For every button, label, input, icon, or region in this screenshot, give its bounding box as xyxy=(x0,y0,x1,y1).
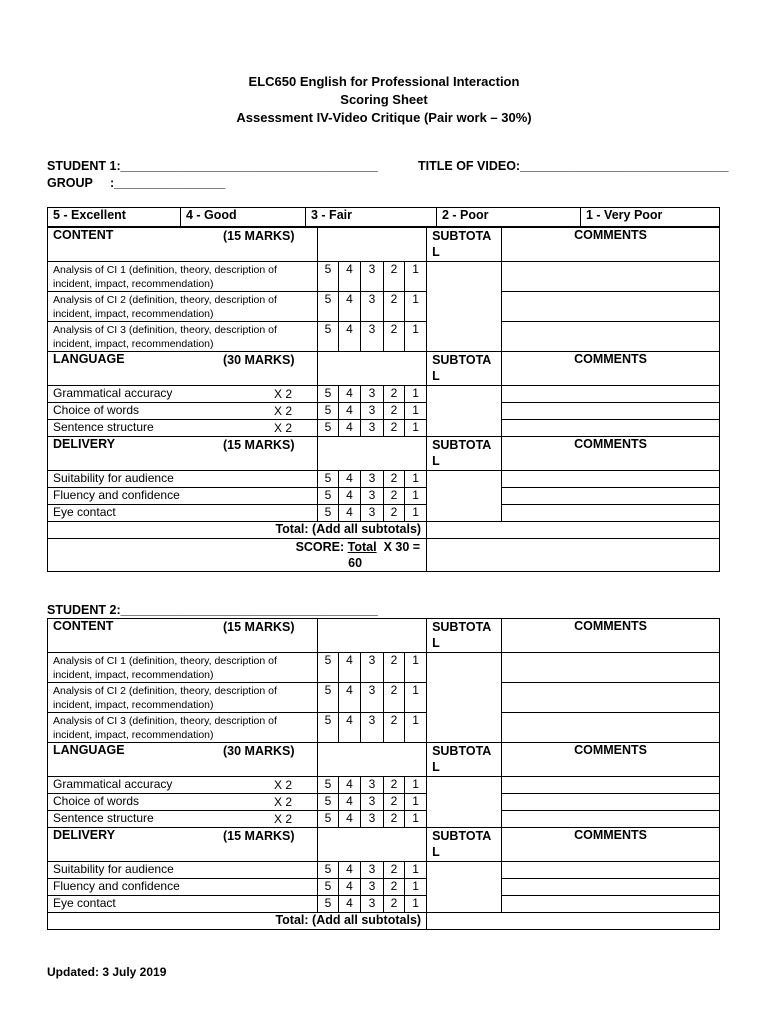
ci1-criterion: Analysis of CI 1 (definition, theory, description of incident, impact, recommendation) xyxy=(48,262,318,292)
eye-contact-criterion: Eye contact xyxy=(48,505,318,522)
comment-cell[interactable] xyxy=(502,794,720,811)
score-2[interactable]: 2 xyxy=(384,713,405,743)
score-5[interactable]: 5 xyxy=(318,794,339,811)
score-5[interactable]: 5 xyxy=(318,879,339,896)
comments-header: COMMENTS xyxy=(502,437,720,471)
score-5[interactable]: 5 xyxy=(318,386,339,403)
score-4[interactable]: 4 xyxy=(339,488,361,505)
score-3[interactable]: 3 xyxy=(361,488,384,505)
score-4[interactable]: 4 xyxy=(339,879,361,896)
score-1[interactable]: 1 xyxy=(405,420,427,437)
score-2[interactable]: 2 xyxy=(384,811,405,828)
language-subtotal-cell[interactable] xyxy=(427,777,502,828)
score-3[interactable]: 3 xyxy=(361,262,384,292)
score-4[interactable]: 4 xyxy=(339,777,361,794)
score-2[interactable]: 2 xyxy=(384,386,405,403)
delivery-subtotal-cell[interactable] xyxy=(427,471,502,522)
score-3[interactable]: 3 xyxy=(361,777,384,794)
score-2[interactable]: 2 xyxy=(384,403,405,420)
score-5[interactable]: 5 xyxy=(318,862,339,879)
score-4[interactable]: 4 xyxy=(339,322,361,352)
comment-cell[interactable] xyxy=(502,879,720,896)
score-5[interactable]: 5 xyxy=(318,653,339,683)
score-5[interactable]: 5 xyxy=(318,683,339,713)
suitability-criterion: Suitability for audience xyxy=(48,862,318,879)
score-3[interactable]: 3 xyxy=(361,683,384,713)
student2-rubric-table xyxy=(47,618,720,930)
subtotal-header: SUBTOTA L xyxy=(427,437,502,471)
score-3[interactable]: 3 xyxy=(361,811,384,828)
updated-date: Updated: 3 July 2019 xyxy=(47,965,167,979)
eye-contact-criterion: Eye contact xyxy=(48,896,318,913)
score-1[interactable]: 1 xyxy=(405,653,427,683)
comment-cell[interactable] xyxy=(502,403,720,420)
comment-cell[interactable] xyxy=(502,420,720,437)
score-3[interactable]: 3 xyxy=(361,386,384,403)
score-3[interactable]: 3 xyxy=(361,403,384,420)
delivery-header: DELIVERY (15 MARKS) xyxy=(48,437,318,471)
score-5[interactable]: 5 xyxy=(318,292,339,322)
comment-cell[interactable] xyxy=(502,292,720,322)
score-1[interactable]: 1 xyxy=(405,322,427,352)
ci2-criterion: Analysis of CI 2 (definition, theory, description of incident, impact, recommendation) xyxy=(48,683,318,713)
document-header xyxy=(0,73,768,127)
words-criterion: Choice of words X 2 xyxy=(48,403,318,420)
score-1[interactable]: 1 xyxy=(405,777,427,794)
score-2[interactable]: 2 xyxy=(384,896,405,913)
comment-cell[interactable] xyxy=(502,862,720,879)
scale-3: 3 - Fair xyxy=(306,208,437,227)
score-5[interactable]: 5 xyxy=(318,488,339,505)
score-2[interactable]: 2 xyxy=(384,653,405,683)
score-1[interactable]: 1 xyxy=(405,683,427,713)
comments-header: COMMENTS xyxy=(502,228,720,262)
comment-cell[interactable] xyxy=(502,896,720,913)
score-formula: SCORE: Total X 30 = 60 xyxy=(48,539,427,572)
score-5[interactable]: 5 xyxy=(318,420,339,437)
content-header: CONTENT (15 MARKS) xyxy=(48,228,318,262)
score-4[interactable]: 4 xyxy=(339,262,361,292)
comment-cell[interactable] xyxy=(502,322,720,352)
score-2[interactable]: 2 xyxy=(384,420,405,437)
score-3[interactable]: 3 xyxy=(361,879,384,896)
score-4[interactable]: 4 xyxy=(339,420,361,437)
ci3-criterion: Analysis of CI 3 (definition, theory, description of incident, impact, recommendation) xyxy=(48,322,318,352)
score-5[interactable]: 5 xyxy=(318,811,339,828)
sheet-title: Scoring Sheet xyxy=(340,92,428,107)
student1-rubric-table xyxy=(47,227,720,572)
score-5[interactable]: 5 xyxy=(318,471,339,488)
comment-cell[interactable] xyxy=(502,811,720,828)
score-1[interactable]: 1 xyxy=(405,488,427,505)
score-2[interactable]: 2 xyxy=(384,879,405,896)
fluency-criterion: Fluency and confidence xyxy=(48,879,318,896)
subtotal-header: SUBTOTA L xyxy=(427,352,502,386)
score-3[interactable]: 3 xyxy=(361,420,384,437)
fluency-criterion: Fluency and confidence xyxy=(48,488,318,505)
scale-2: 2 - Poor xyxy=(437,208,581,227)
score-2[interactable]: 2 xyxy=(384,683,405,713)
comments-header: COMMENTS xyxy=(502,352,720,386)
score-2[interactable]: 2 xyxy=(384,862,405,879)
score-1[interactable]: 1 xyxy=(405,471,427,488)
student1-field[interactable]: STUDENT 1:_____________________________________ xyxy=(47,159,378,173)
comments-header: COMMENTS xyxy=(502,828,720,862)
total-cell[interactable] xyxy=(427,913,720,930)
language-header: LANGUAGE (30 MARKS) xyxy=(48,743,318,777)
score-3[interactable]: 3 xyxy=(361,322,384,352)
score-5[interactable]: 5 xyxy=(318,262,339,292)
score-2[interactable]: 2 xyxy=(384,505,405,522)
comment-cell[interactable] xyxy=(502,471,720,488)
score-1[interactable]: 1 xyxy=(405,811,427,828)
score-2[interactable]: 2 xyxy=(384,777,405,794)
score-4[interactable]: 4 xyxy=(339,403,361,420)
score-4[interactable]: 4 xyxy=(339,862,361,879)
suitability-criterion: Suitability for audience xyxy=(48,471,318,488)
score-3[interactable]: 3 xyxy=(361,653,384,683)
content-header: CONTENT (15 MARKS) xyxy=(48,619,318,653)
score-2[interactable]: 2 xyxy=(384,794,405,811)
total-cell[interactable] xyxy=(427,522,720,539)
score-4[interactable]: 4 xyxy=(339,505,361,522)
comment-cell[interactable] xyxy=(502,505,720,522)
score-cell[interactable] xyxy=(427,539,720,572)
comment-cell[interactable] xyxy=(502,683,720,713)
ci2-criterion: Analysis of CI 2 (definition, theory, description of incident, impact, recommendation) xyxy=(48,292,318,322)
sentence-criterion: Sentence structure X 2 xyxy=(48,420,318,437)
words-criterion: Choice of words X 2 xyxy=(48,794,318,811)
comment-cell[interactable] xyxy=(502,713,720,743)
score-1[interactable]: 1 xyxy=(405,794,427,811)
scale-5: 5 - Excellent xyxy=(48,208,181,227)
score-1[interactable]: 1 xyxy=(405,896,427,913)
score-4[interactable]: 4 xyxy=(339,292,361,322)
total-label: Total: (Add all subtotals) xyxy=(48,913,427,930)
language-header: LANGUAGE (30 MARKS) xyxy=(48,352,318,386)
score-3[interactable]: 3 xyxy=(361,292,384,322)
score-1[interactable]: 1 xyxy=(405,403,427,420)
ci1-criterion: Analysis of CI 1 (definition, theory, description of incident, impact, recommendation) xyxy=(48,653,318,683)
score-2[interactable]: 2 xyxy=(384,292,405,322)
score-2[interactable]: 2 xyxy=(384,262,405,292)
score-3[interactable]: 3 xyxy=(361,471,384,488)
delivery-subtotal-cell[interactable] xyxy=(427,862,502,913)
content-subtotal-cell[interactable] xyxy=(427,262,502,352)
grammar-criterion: Grammatical accuracy X 2 xyxy=(48,777,318,794)
sentence-criterion: Sentence structure X 2 xyxy=(48,811,318,828)
subtotal-header: SUBTOTA L xyxy=(427,228,502,262)
score-1[interactable]: 1 xyxy=(405,292,427,322)
title-of-video-field[interactable]: TITLE OF VIDEO:______________________________ xyxy=(418,159,729,173)
rating-scale xyxy=(47,207,720,227)
score-5[interactable]: 5 xyxy=(318,403,339,420)
assessment-title: Assessment IV-Video Critique (Pair work – 30%) xyxy=(236,110,532,125)
total-label: Total: (Add all subtotals) xyxy=(48,522,427,539)
score-4[interactable]: 4 xyxy=(339,653,361,683)
score-1[interactable]: 1 xyxy=(405,862,427,879)
group-field[interactable]: GROUP :________________ xyxy=(47,176,226,190)
score-5[interactable]: 5 xyxy=(318,777,339,794)
subtotal-header: SUBTOTA L xyxy=(427,743,502,777)
score-1[interactable]: 1 xyxy=(405,713,427,743)
score-3[interactable]: 3 xyxy=(361,862,384,879)
score-5[interactable]: 5 xyxy=(318,505,339,522)
subtotal-header: SUBTOTA L xyxy=(427,828,502,862)
score-2[interactable]: 2 xyxy=(384,471,405,488)
scale-4: 4 - Good xyxy=(181,208,306,227)
score-4[interactable]: 4 xyxy=(339,713,361,743)
comment-cell[interactable] xyxy=(502,386,720,403)
score-1[interactable]: 1 xyxy=(405,262,427,292)
comment-cell[interactable] xyxy=(502,777,720,794)
score-1[interactable]: 1 xyxy=(405,879,427,896)
score-3[interactable]: 3 xyxy=(361,713,384,743)
score-2[interactable]: 2 xyxy=(384,322,405,352)
language-subtotal-cell[interactable] xyxy=(427,386,502,437)
score-4[interactable]: 4 xyxy=(339,896,361,913)
comments-header: COMMENTS xyxy=(502,743,720,777)
scale-1: 1 - Very Poor xyxy=(581,208,720,227)
score-1[interactable]: 1 xyxy=(405,505,427,522)
score-4[interactable]: 4 xyxy=(339,471,361,488)
comments-header: COMMENTS xyxy=(502,619,720,653)
score-4[interactable]: 4 xyxy=(339,794,361,811)
course-title: ELC650 English for Professional Interaction xyxy=(248,74,520,89)
comment-cell[interactable] xyxy=(502,488,720,505)
score-3[interactable]: 3 xyxy=(361,794,384,811)
score-4[interactable]: 4 xyxy=(339,811,361,828)
score-1[interactable]: 1 xyxy=(405,386,427,403)
content-subtotal-cell[interactable] xyxy=(427,653,502,743)
score-5[interactable]: 5 xyxy=(318,896,339,913)
comment-cell[interactable] xyxy=(502,653,720,683)
score-5[interactable]: 5 xyxy=(318,713,339,743)
comment-cell[interactable] xyxy=(502,262,720,292)
delivery-header: DELIVERY (15 MARKS) xyxy=(48,828,318,862)
student2-field[interactable]: STUDENT 2:_____________________________________ xyxy=(47,603,378,617)
score-3[interactable]: 3 xyxy=(361,896,384,913)
score-4[interactable]: 4 xyxy=(339,683,361,713)
score-4[interactable]: 4 xyxy=(339,386,361,403)
score-3[interactable]: 3 xyxy=(361,505,384,522)
subtotal-header: SUBTOTA L xyxy=(427,619,502,653)
score-2[interactable]: 2 xyxy=(384,488,405,505)
grammar-criterion: Grammatical accuracy X 2 xyxy=(48,386,318,403)
score-5[interactable]: 5 xyxy=(318,322,339,352)
ci3-criterion: Analysis of CI 3 (definition, theory, description of incident, impact, recommendation) xyxy=(48,713,318,743)
